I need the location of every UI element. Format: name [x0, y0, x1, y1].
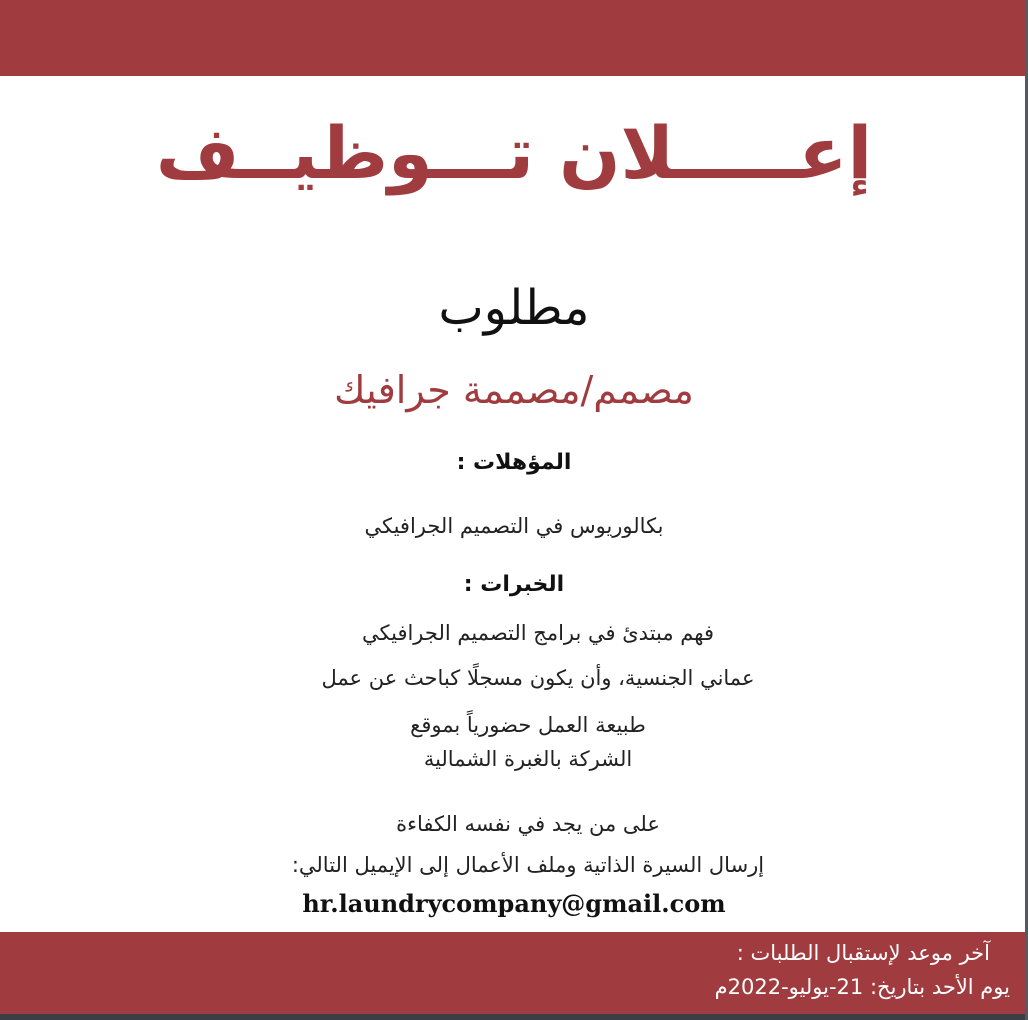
- qualifications-heading: المؤهلات :: [456, 450, 572, 475]
- experience-heading: الخبرات :: [463, 572, 565, 597]
- experience-item: عماني الجنسية، وأن يكون مسجلًا كباحث عن عمل: [321, 666, 755, 690]
- contact-email: hr.laundrycompany@gmail.com: [302, 889, 726, 918]
- position-title: مصمم/مصممة جرافيك: [334, 368, 694, 412]
- work-nature-line-2: الشركة بالغبرة الشمالية: [423, 747, 633, 771]
- bottom-banner: [0, 932, 1028, 1014]
- qualification-text: بكالوريوس في التصميم الجرافيكي: [364, 514, 664, 538]
- wanted-heading: مطلوب: [438, 280, 590, 336]
- apply-line-1: على من يجد في نفسه الكفاءة: [396, 812, 660, 836]
- deadline-label: آخر موعد لإستقبال الطلبات :: [736, 941, 990, 965]
- deadline-date: يوم الأحد بتاريخ: 21-يوليو-2022م: [714, 975, 1010, 999]
- apply-line-2: إرسال السيرة الذاتية وملف الأعمال إلى الإيميل التالي:: [291, 853, 765, 877]
- top-banner: [0, 0, 1028, 76]
- page-bottom-edge: [0, 1014, 1028, 1020]
- experience-item: فهم مبتدئ في برامج التصميم الجرافيكي: [362, 621, 714, 645]
- work-nature-line-1: طبيعة العمل حضورياً بموقع: [410, 713, 646, 737]
- announcement-title: إعـــــلان تـــوظيــف: [155, 111, 873, 195]
